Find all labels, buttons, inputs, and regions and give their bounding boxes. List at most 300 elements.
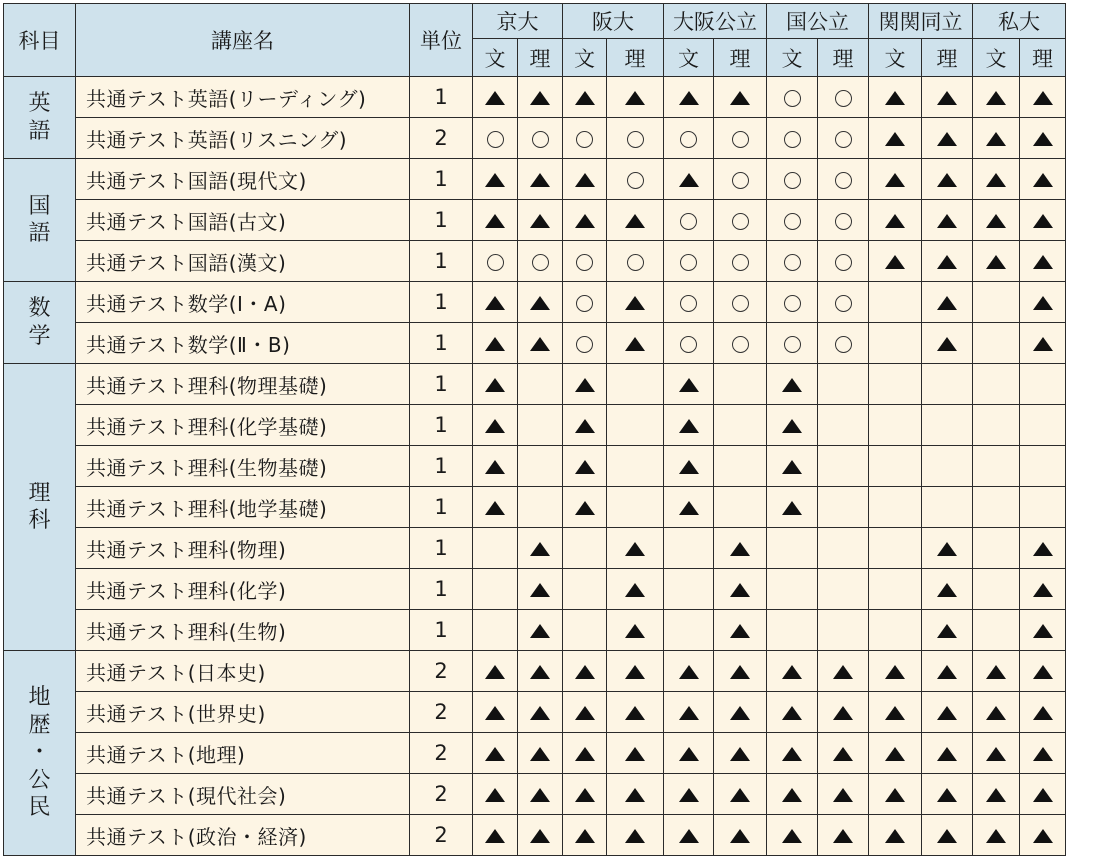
availability-cell bbox=[714, 733, 767, 774]
availability-cell bbox=[818, 364, 869, 405]
header-course: 講座名 bbox=[76, 4, 410, 77]
availability-cell bbox=[973, 774, 1020, 815]
triangle-mark-icon bbox=[885, 91, 905, 105]
availability-cell bbox=[563, 118, 607, 159]
triangle-mark-icon bbox=[625, 542, 645, 556]
triangle-mark-icon bbox=[1033, 91, 1053, 105]
availability-cell bbox=[818, 323, 869, 364]
circle-mark-icon bbox=[732, 131, 749, 148]
triangle-mark-icon bbox=[485, 829, 505, 843]
availability-cell bbox=[767, 323, 818, 364]
availability-cell bbox=[563, 446, 607, 487]
availability-cell bbox=[922, 77, 973, 118]
availability-cell bbox=[473, 282, 518, 323]
triangle-mark-icon bbox=[625, 829, 645, 843]
course-unit: 2 bbox=[410, 815, 473, 856]
availability-cell bbox=[607, 405, 664, 446]
availability-cell bbox=[973, 323, 1020, 364]
availability-cell bbox=[473, 733, 518, 774]
circle-mark-icon bbox=[680, 336, 697, 353]
triangle-mark-icon bbox=[679, 419, 699, 433]
availability-cell bbox=[664, 774, 714, 815]
availability-cell bbox=[714, 610, 767, 651]
availability-cell bbox=[818, 651, 869, 692]
triangle-mark-icon bbox=[730, 788, 750, 802]
table-body bbox=[4, 77, 1066, 856]
triangle-mark-icon bbox=[485, 173, 505, 187]
triangle-mark-icon bbox=[782, 419, 802, 433]
availability-cell bbox=[473, 405, 518, 446]
availability-cell bbox=[767, 487, 818, 528]
circle-mark-icon bbox=[487, 254, 504, 271]
availability-cell bbox=[563, 200, 607, 241]
availability-cell bbox=[714, 159, 767, 200]
subject-category bbox=[4, 364, 76, 651]
availability-cell bbox=[922, 364, 973, 405]
circle-mark-icon bbox=[835, 213, 852, 230]
availability-cell bbox=[869, 364, 922, 405]
availability-cell bbox=[664, 282, 714, 323]
triangle-mark-icon bbox=[986, 255, 1006, 269]
triangle-mark-icon bbox=[833, 665, 853, 679]
table-row bbox=[4, 733, 1066, 774]
course-name: 共通テスト理科(化学基礎) bbox=[76, 405, 410, 446]
triangle-mark-icon bbox=[625, 91, 645, 105]
availability-cell bbox=[767, 610, 818, 651]
availability-cell bbox=[563, 733, 607, 774]
triangle-mark-icon bbox=[833, 788, 853, 802]
triangle-mark-icon bbox=[625, 665, 645, 679]
triangle-mark-icon bbox=[625, 583, 645, 597]
triangle-mark-icon bbox=[885, 829, 905, 843]
availability-cell bbox=[664, 733, 714, 774]
course-name: 共通テスト国語(古文) bbox=[76, 200, 410, 241]
availability-cell bbox=[607, 323, 664, 364]
availability-cell bbox=[518, 446, 563, 487]
course-unit: 1 bbox=[410, 241, 473, 282]
availability-cell bbox=[1020, 815, 1066, 856]
triangle-mark-icon bbox=[485, 296, 505, 310]
availability-cell bbox=[1020, 569, 1066, 610]
course-availability-table bbox=[3, 3, 1066, 856]
triangle-mark-icon bbox=[575, 173, 595, 187]
circle-mark-icon bbox=[732, 336, 749, 353]
circle-mark-icon bbox=[732, 213, 749, 230]
triangle-mark-icon bbox=[485, 378, 505, 392]
course-unit: 1 bbox=[410, 569, 473, 610]
availability-cell bbox=[563, 651, 607, 692]
header-university: 阪大 bbox=[563, 4, 664, 39]
availability-cell bbox=[664, 487, 714, 528]
course-name: 共通テスト国語(漢文) bbox=[76, 241, 410, 282]
triangle-mark-icon bbox=[575, 378, 595, 392]
triangle-mark-icon bbox=[575, 788, 595, 802]
triangle-mark-icon bbox=[730, 583, 750, 597]
course-unit: 1 bbox=[410, 610, 473, 651]
subject-category bbox=[4, 651, 76, 856]
availability-cell bbox=[473, 77, 518, 118]
circle-mark-icon bbox=[784, 172, 801, 189]
triangle-mark-icon bbox=[986, 788, 1006, 802]
availability-cell bbox=[607, 446, 664, 487]
circle-mark-icon bbox=[576, 131, 593, 148]
circle-mark-icon bbox=[835, 172, 852, 189]
circle-mark-icon bbox=[732, 295, 749, 312]
availability-cell bbox=[1020, 692, 1066, 733]
course-name: 共通テスト(政治・経済) bbox=[76, 815, 410, 856]
subject-category-label: 数 学 bbox=[28, 296, 51, 349]
availability-cell bbox=[767, 774, 818, 815]
circle-mark-icon bbox=[680, 254, 697, 271]
triangle-mark-icon bbox=[833, 706, 853, 720]
triangle-mark-icon bbox=[679, 173, 699, 187]
circle-mark-icon bbox=[680, 213, 697, 230]
availability-cell bbox=[518, 118, 563, 159]
availability-cell bbox=[664, 118, 714, 159]
availability-cell bbox=[563, 774, 607, 815]
triangle-mark-icon bbox=[530, 583, 550, 597]
course-name: 共通テスト理科(物理) bbox=[76, 528, 410, 569]
triangle-mark-icon bbox=[679, 829, 699, 843]
availability-cell bbox=[607, 200, 664, 241]
circle-mark-icon bbox=[784, 336, 801, 353]
triangle-mark-icon bbox=[782, 747, 802, 761]
triangle-mark-icon bbox=[730, 747, 750, 761]
availability-cell bbox=[922, 405, 973, 446]
circle-mark-icon bbox=[627, 172, 644, 189]
availability-cell bbox=[518, 282, 563, 323]
triangle-mark-icon bbox=[1033, 624, 1053, 638]
triangle-mark-icon bbox=[485, 501, 505, 515]
triangle-mark-icon bbox=[485, 788, 505, 802]
circle-mark-icon bbox=[576, 336, 593, 353]
course-name: 共通テスト理科(生物基礎) bbox=[76, 446, 410, 487]
availability-cell bbox=[922, 692, 973, 733]
triangle-mark-icon bbox=[575, 665, 595, 679]
availability-cell bbox=[473, 569, 518, 610]
availability-cell bbox=[473, 446, 518, 487]
header-track-ri: 理 bbox=[818, 39, 869, 77]
triangle-mark-icon bbox=[575, 829, 595, 843]
course-unit: 2 bbox=[410, 118, 473, 159]
availability-cell bbox=[664, 446, 714, 487]
triangle-mark-icon bbox=[937, 542, 957, 556]
triangle-mark-icon bbox=[937, 173, 957, 187]
circle-mark-icon bbox=[627, 254, 644, 271]
table-row bbox=[4, 241, 1066, 282]
availability-cell bbox=[714, 774, 767, 815]
triangle-mark-icon bbox=[937, 788, 957, 802]
availability-cell bbox=[518, 733, 563, 774]
triangle-mark-icon bbox=[530, 829, 550, 843]
course-unit: 1 bbox=[410, 487, 473, 528]
availability-cell bbox=[973, 364, 1020, 405]
availability-cell bbox=[563, 815, 607, 856]
availability-cell bbox=[664, 610, 714, 651]
triangle-mark-icon bbox=[986, 706, 1006, 720]
table-row bbox=[4, 323, 1066, 364]
triangle-mark-icon bbox=[885, 788, 905, 802]
availability-cell bbox=[869, 774, 922, 815]
triangle-mark-icon bbox=[575, 419, 595, 433]
availability-cell bbox=[1020, 651, 1066, 692]
availability-cell bbox=[818, 446, 869, 487]
availability-cell bbox=[664, 77, 714, 118]
availability-cell bbox=[714, 405, 767, 446]
availability-cell bbox=[818, 569, 869, 610]
triangle-mark-icon bbox=[679, 501, 699, 515]
subject-category-label: 理 科 bbox=[28, 480, 51, 533]
circle-mark-icon bbox=[532, 254, 549, 271]
circle-mark-icon bbox=[835, 336, 852, 353]
availability-cell bbox=[818, 77, 869, 118]
circle-mark-icon bbox=[487, 131, 504, 148]
availability-cell bbox=[1020, 610, 1066, 651]
table-row bbox=[4, 446, 1066, 487]
course-name: 共通テスト理科(生物) bbox=[76, 610, 410, 651]
availability-cell bbox=[714, 241, 767, 282]
triangle-mark-icon bbox=[625, 337, 645, 351]
triangle-mark-icon bbox=[530, 747, 550, 761]
table-row bbox=[4, 405, 1066, 446]
availability-cell bbox=[473, 200, 518, 241]
availability-cell bbox=[607, 774, 664, 815]
availability-cell bbox=[607, 118, 664, 159]
availability-cell bbox=[767, 692, 818, 733]
availability-cell bbox=[714, 569, 767, 610]
table-row bbox=[4, 815, 1066, 856]
availability-cell bbox=[518, 159, 563, 200]
availability-cell bbox=[1020, 364, 1066, 405]
availability-cell bbox=[869, 487, 922, 528]
availability-cell bbox=[869, 241, 922, 282]
triangle-mark-icon bbox=[730, 706, 750, 720]
course-unit: 1 bbox=[410, 528, 473, 569]
triangle-mark-icon bbox=[530, 706, 550, 720]
availability-cell bbox=[973, 446, 1020, 487]
course-unit: 1 bbox=[410, 323, 473, 364]
availability-cell bbox=[473, 159, 518, 200]
triangle-mark-icon bbox=[485, 337, 505, 351]
availability-cell bbox=[664, 200, 714, 241]
availability-cell bbox=[973, 733, 1020, 774]
course-unit: 1 bbox=[410, 200, 473, 241]
triangle-mark-icon bbox=[937, 624, 957, 638]
availability-cell bbox=[767, 446, 818, 487]
triangle-mark-icon bbox=[679, 378, 699, 392]
circle-mark-icon bbox=[576, 254, 593, 271]
availability-cell bbox=[767, 77, 818, 118]
availability-cell bbox=[818, 528, 869, 569]
availability-cell bbox=[973, 241, 1020, 282]
availability-cell bbox=[818, 159, 869, 200]
triangle-mark-icon bbox=[782, 788, 802, 802]
triangle-mark-icon bbox=[730, 542, 750, 556]
course-name: 共通テスト理科(地学基礎) bbox=[76, 487, 410, 528]
table-row bbox=[4, 159, 1066, 200]
availability-cell bbox=[869, 733, 922, 774]
triangle-mark-icon bbox=[885, 747, 905, 761]
availability-cell bbox=[518, 364, 563, 405]
triangle-mark-icon bbox=[986, 173, 1006, 187]
course-name: 共通テスト(地理) bbox=[76, 733, 410, 774]
course-name: 共通テスト英語(リーディング) bbox=[76, 77, 410, 118]
triangle-mark-icon bbox=[1033, 665, 1053, 679]
course-name: 共通テスト(日本史) bbox=[76, 651, 410, 692]
availability-cell bbox=[922, 569, 973, 610]
triangle-mark-icon bbox=[782, 706, 802, 720]
availability-cell bbox=[1020, 77, 1066, 118]
availability-cell bbox=[473, 651, 518, 692]
availability-cell bbox=[714, 364, 767, 405]
triangle-mark-icon bbox=[986, 829, 1006, 843]
availability-cell bbox=[607, 241, 664, 282]
availability-cell bbox=[869, 569, 922, 610]
availability-cell bbox=[714, 446, 767, 487]
triangle-mark-icon bbox=[530, 214, 550, 228]
availability-cell bbox=[973, 159, 1020, 200]
availability-cell bbox=[869, 118, 922, 159]
availability-cell bbox=[664, 815, 714, 856]
availability-cell bbox=[973, 610, 1020, 651]
availability-cell bbox=[1020, 159, 1066, 200]
triangle-mark-icon bbox=[575, 91, 595, 105]
availability-cell bbox=[767, 569, 818, 610]
triangle-mark-icon bbox=[625, 214, 645, 228]
triangle-mark-icon bbox=[679, 747, 699, 761]
availability-cell bbox=[1020, 405, 1066, 446]
availability-cell bbox=[607, 528, 664, 569]
availability-cell bbox=[922, 651, 973, 692]
subject-category-label: 英 語 bbox=[28, 91, 51, 144]
triangle-mark-icon bbox=[833, 829, 853, 843]
availability-cell bbox=[973, 282, 1020, 323]
circle-mark-icon bbox=[627, 131, 644, 148]
circle-mark-icon bbox=[784, 90, 801, 107]
availability-cell bbox=[922, 610, 973, 651]
availability-cell bbox=[563, 364, 607, 405]
triangle-mark-icon bbox=[782, 501, 802, 515]
triangle-mark-icon bbox=[885, 214, 905, 228]
triangle-mark-icon bbox=[1033, 337, 1053, 351]
availability-cell bbox=[518, 323, 563, 364]
availability-cell bbox=[869, 651, 922, 692]
triangle-mark-icon bbox=[730, 91, 750, 105]
availability-cell bbox=[1020, 733, 1066, 774]
availability-cell bbox=[607, 569, 664, 610]
availability-cell bbox=[607, 364, 664, 405]
availability-cell bbox=[818, 405, 869, 446]
availability-cell bbox=[1020, 774, 1066, 815]
triangle-mark-icon bbox=[986, 747, 1006, 761]
availability-cell bbox=[818, 610, 869, 651]
availability-cell bbox=[518, 528, 563, 569]
table-row bbox=[4, 569, 1066, 610]
header-university: 京大 bbox=[473, 4, 563, 39]
triangle-mark-icon bbox=[679, 788, 699, 802]
triangle-mark-icon bbox=[782, 665, 802, 679]
header-university: 大阪公立 bbox=[664, 4, 767, 39]
triangle-mark-icon bbox=[625, 706, 645, 720]
triangle-mark-icon bbox=[679, 460, 699, 474]
course-name: 共通テスト(世界史) bbox=[76, 692, 410, 733]
availability-cell bbox=[473, 118, 518, 159]
availability-cell bbox=[518, 569, 563, 610]
triangle-mark-icon bbox=[485, 665, 505, 679]
triangle-mark-icon bbox=[625, 296, 645, 310]
availability-cell bbox=[922, 118, 973, 159]
triangle-mark-icon bbox=[1033, 788, 1053, 802]
subject-category bbox=[4, 159, 76, 282]
availability-cell bbox=[869, 323, 922, 364]
triangle-mark-icon bbox=[679, 665, 699, 679]
availability-cell bbox=[767, 159, 818, 200]
availability-cell bbox=[869, 405, 922, 446]
availability-cell bbox=[973, 487, 1020, 528]
availability-cell bbox=[767, 282, 818, 323]
triangle-mark-icon bbox=[730, 624, 750, 638]
availability-cell bbox=[767, 815, 818, 856]
circle-mark-icon bbox=[732, 172, 749, 189]
triangle-mark-icon bbox=[986, 132, 1006, 146]
availability-cell bbox=[473, 528, 518, 569]
header-track-bun: 文 bbox=[473, 39, 518, 77]
triangle-mark-icon bbox=[937, 296, 957, 310]
availability-cell bbox=[869, 610, 922, 651]
triangle-mark-icon bbox=[679, 706, 699, 720]
course-unit: 2 bbox=[410, 733, 473, 774]
triangle-mark-icon bbox=[937, 706, 957, 720]
triangle-mark-icon bbox=[530, 296, 550, 310]
availability-cell bbox=[767, 118, 818, 159]
availability-cell bbox=[607, 692, 664, 733]
header-track-bun: 文 bbox=[973, 39, 1020, 77]
availability-cell bbox=[563, 241, 607, 282]
triangle-mark-icon bbox=[485, 706, 505, 720]
header-track-ri: 理 bbox=[1020, 39, 1066, 77]
triangle-mark-icon bbox=[986, 214, 1006, 228]
availability-cell bbox=[563, 528, 607, 569]
header-subject: 科目 bbox=[4, 4, 76, 77]
triangle-mark-icon bbox=[1033, 173, 1053, 187]
availability-cell bbox=[869, 200, 922, 241]
availability-cell bbox=[518, 405, 563, 446]
triangle-mark-icon bbox=[575, 706, 595, 720]
circle-mark-icon bbox=[532, 131, 549, 148]
availability-cell bbox=[714, 282, 767, 323]
availability-cell bbox=[818, 774, 869, 815]
triangle-mark-icon bbox=[986, 91, 1006, 105]
availability-cell bbox=[518, 692, 563, 733]
availability-cell bbox=[607, 815, 664, 856]
header-track-bun: 文 bbox=[563, 39, 607, 77]
availability-cell bbox=[714, 651, 767, 692]
header-track-ri: 理 bbox=[518, 39, 563, 77]
triangle-mark-icon bbox=[730, 665, 750, 679]
triangle-mark-icon bbox=[1033, 583, 1053, 597]
availability-cell bbox=[664, 323, 714, 364]
subject-category-label: 地 歴 ・ 公 民 bbox=[28, 685, 51, 821]
course-unit: 2 bbox=[410, 774, 473, 815]
availability-cell bbox=[973, 528, 1020, 569]
course-unit: 2 bbox=[410, 692, 473, 733]
availability-cell bbox=[473, 487, 518, 528]
table-row bbox=[4, 774, 1066, 815]
availability-cell bbox=[767, 733, 818, 774]
availability-cell bbox=[922, 733, 973, 774]
circle-mark-icon bbox=[835, 295, 852, 312]
availability-cell bbox=[607, 77, 664, 118]
